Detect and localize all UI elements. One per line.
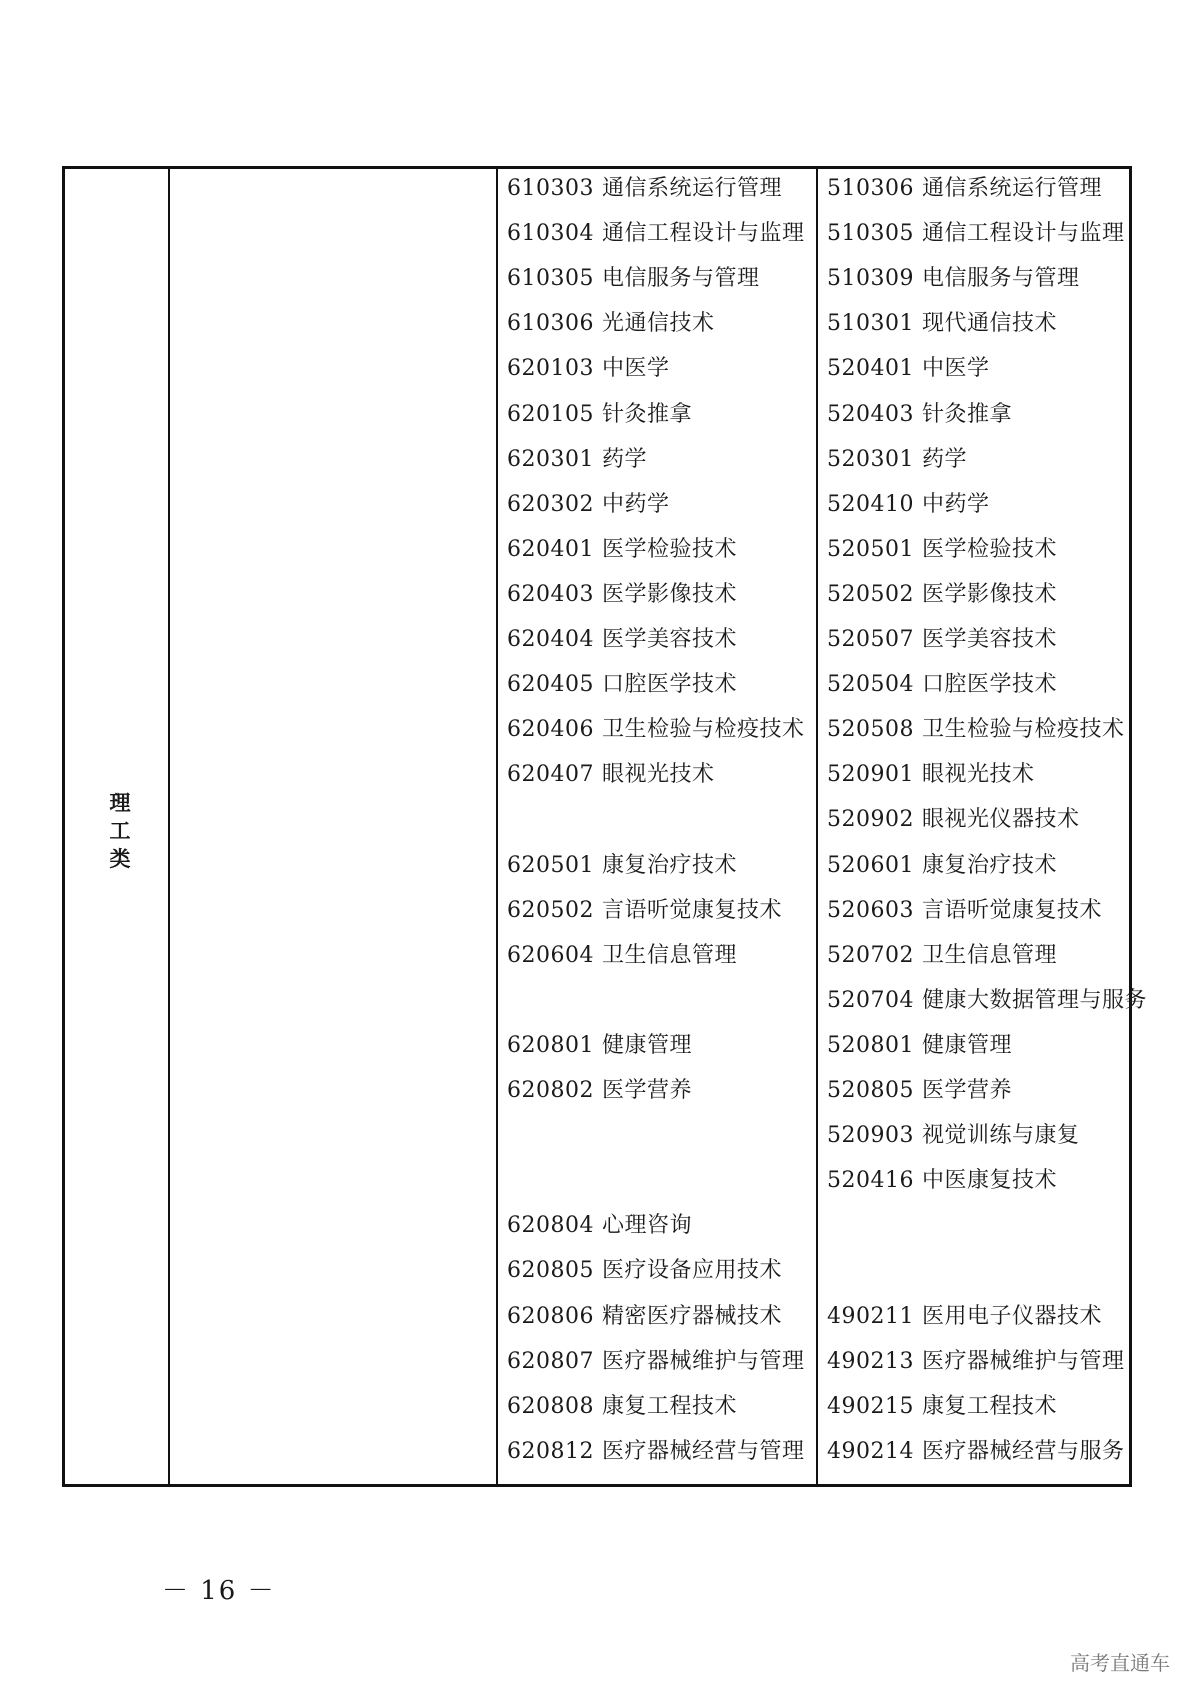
- major-code: 510309: [827, 266, 914, 291]
- major-code: 610304: [507, 221, 594, 246]
- major-code: 490211: [827, 1304, 914, 1329]
- list-item: [827, 1387, 1057, 1427]
- major-code: 620808: [507, 1394, 594, 1419]
- major-name: 医疗器械经营与服务: [921, 1439, 1125, 1464]
- major-code: 610305: [507, 266, 594, 291]
- major-code: 520416: [827, 1168, 914, 1193]
- list-item: [827, 1116, 1080, 1156]
- major-name: 药学: [601, 447, 647, 472]
- major-name: 通信系统运行管理: [921, 176, 1102, 201]
- major-code: 620103: [507, 356, 594, 381]
- list-item: [507, 304, 715, 344]
- list-item: [827, 1432, 1125, 1472]
- major-code: 520502: [827, 582, 914, 607]
- major-name: 中药学: [601, 492, 670, 517]
- list-item: [507, 349, 670, 389]
- major-name: 医学营养: [921, 1078, 1012, 1103]
- list-item: [827, 1297, 1102, 1337]
- major-mapping-table: [62, 166, 1147, 1487]
- major-name: 医学美容技术: [921, 627, 1057, 652]
- major-code: 520301: [827, 447, 914, 472]
- major-name: 医学影像技术: [601, 582, 737, 607]
- major-name: 康复工程技术: [921, 1394, 1057, 1419]
- list-item: [507, 259, 760, 299]
- category-char: 工: [109, 819, 131, 843]
- major-code: 520401: [827, 356, 914, 381]
- list-item: [507, 800, 515, 840]
- major-name: 眼视光技术: [921, 762, 1035, 787]
- major-name: 医用电子仪器技术: [921, 1304, 1102, 1329]
- major-name: 医疗器械经营与管理: [601, 1439, 805, 1464]
- list-item: [827, 440, 967, 480]
- major-name: 言语听觉康复技术: [921, 898, 1102, 923]
- list-item: [507, 846, 737, 886]
- major-name: 言语听觉康复技术: [601, 898, 782, 923]
- major-code: 620812: [507, 1439, 594, 1464]
- list-item: [507, 575, 737, 615]
- list-item: [507, 1297, 782, 1337]
- major-code: 620405: [507, 672, 594, 697]
- major-code: 620502: [507, 898, 594, 923]
- major-name: 卫生信息管理: [921, 943, 1057, 968]
- major-code: 610306: [507, 311, 594, 336]
- major-name: 健康大数据管理与服务: [921, 988, 1147, 1013]
- list-item: [827, 259, 1080, 299]
- list-item: [827, 1071, 1012, 1111]
- list-item: [507, 891, 782, 931]
- major-code: 520403: [827, 402, 914, 427]
- list-item: [507, 530, 737, 570]
- list-item: [507, 395, 692, 435]
- major-code: 620406: [507, 717, 594, 742]
- list-item: [507, 1206, 692, 1246]
- major-code: 520704: [827, 988, 914, 1013]
- list-item: [827, 800, 1080, 840]
- list-item: [827, 349, 990, 389]
- major-name: 医疗器械维护与管理: [601, 1349, 805, 1374]
- category-char: 类: [109, 847, 131, 871]
- major-code: 620807: [507, 1349, 594, 1374]
- list-item: [507, 1116, 515, 1156]
- list-item: [507, 485, 670, 525]
- list-item: [827, 755, 1035, 795]
- list-item: [827, 1251, 835, 1291]
- major-code: 620302: [507, 492, 594, 517]
- list-item: [827, 891, 1102, 931]
- major-code: 620501: [507, 853, 594, 878]
- page-number: － 16 －: [162, 1576, 276, 1606]
- major-name: 医疗设备应用技术: [601, 1258, 782, 1283]
- major-name: 眼视光仪器技术: [921, 807, 1080, 832]
- major-name: 医学营养: [601, 1078, 692, 1103]
- major-code: 510306: [827, 176, 914, 201]
- major-code: 520601: [827, 853, 914, 878]
- major-code: 520504: [827, 672, 914, 697]
- major-name: 通信系统运行管理: [601, 176, 782, 201]
- major-code: 620604: [507, 943, 594, 968]
- major-code: 520801: [827, 1033, 914, 1058]
- list-item: [827, 169, 1102, 209]
- major-name: 药学: [921, 447, 967, 472]
- major-name: 针灸推拿: [921, 402, 1012, 427]
- major-name: 健康管理: [601, 1033, 692, 1058]
- major-code: 620805: [507, 1258, 594, 1283]
- major-name: 口腔医学技术: [601, 672, 737, 697]
- list-item: [507, 1071, 692, 1111]
- major-code: 490213: [827, 1349, 914, 1374]
- major-name: 心理咨询: [601, 1213, 692, 1238]
- list-item: [507, 755, 715, 795]
- list-item: [827, 710, 1125, 750]
- major-code: 520901: [827, 762, 914, 787]
- major-name: 健康管理: [921, 1033, 1012, 1058]
- major-code: 620301: [507, 447, 594, 472]
- list-item: [507, 1026, 692, 1066]
- major-name: 医学检验技术: [921, 537, 1057, 562]
- list-item: [507, 665, 737, 705]
- major-code: 620407: [507, 762, 594, 787]
- major-code: 520603: [827, 898, 914, 923]
- major-code: 620403: [507, 582, 594, 607]
- major-name: 卫生检验与检疫技术: [601, 717, 805, 742]
- major-name: 医学检验技术: [601, 537, 737, 562]
- category-char: 理: [109, 791, 131, 815]
- major-name: 中医康复技术: [921, 1168, 1057, 1193]
- major-name: 电信服务与管理: [921, 266, 1080, 291]
- major-code: 520501: [827, 537, 914, 562]
- major-code: 490215: [827, 1394, 914, 1419]
- major-name: 精密医疗器械技术: [601, 1304, 782, 1329]
- major-name: 中医学: [601, 356, 670, 381]
- major-name: 视觉训练与康复: [921, 1123, 1080, 1148]
- list-item: [507, 214, 805, 254]
- major-code: 520507: [827, 627, 914, 652]
- list-item: [507, 1161, 515, 1201]
- column-divider: [816, 169, 818, 1484]
- list-item: [507, 620, 737, 660]
- list-item: [507, 440, 647, 480]
- major-name: 卫生信息管理: [601, 943, 737, 968]
- major-name: 卫生检验与检疫技术: [921, 717, 1125, 742]
- list-item: [827, 485, 990, 525]
- major-name: 针灸推拿: [601, 402, 692, 427]
- list-item: [507, 1342, 805, 1382]
- list-item: [507, 1387, 737, 1427]
- major-name: 康复工程技术: [601, 1394, 737, 1419]
- major-code: 520508: [827, 717, 914, 742]
- major-name: 中医学: [921, 356, 990, 381]
- list-item: [827, 304, 1057, 344]
- category-label: [100, 789, 140, 873]
- major-name: 光通信技术: [601, 311, 715, 336]
- list-item: [507, 710, 805, 750]
- major-name: 医疗器械维护与管理: [921, 1349, 1125, 1374]
- major-name: 医学美容技术: [601, 627, 737, 652]
- list-item: [827, 620, 1057, 660]
- major-name: 康复治疗技术: [601, 853, 737, 878]
- list-item: [827, 1206, 835, 1246]
- major-name: 通信工程设计与监理: [921, 221, 1125, 246]
- list-item: [827, 214, 1125, 254]
- list-item: [827, 1342, 1125, 1382]
- list-item: [507, 981, 515, 1021]
- major-code: 620404: [507, 627, 594, 652]
- major-code: 620802: [507, 1078, 594, 1103]
- major-name: 口腔医学技术: [921, 672, 1057, 697]
- major-code: 620401: [507, 537, 594, 562]
- major-name: 中药学: [921, 492, 990, 517]
- major-code: 620806: [507, 1304, 594, 1329]
- major-code: 520805: [827, 1078, 914, 1103]
- major-code: 620804: [507, 1213, 594, 1238]
- list-item: [827, 1026, 1012, 1066]
- list-item: [507, 1251, 782, 1291]
- list-item: [827, 981, 1147, 1021]
- major-name: 眼视光技术: [601, 762, 715, 787]
- list-item: [827, 846, 1057, 886]
- major-code: 520902: [827, 807, 914, 832]
- list-item: [827, 395, 1012, 435]
- major-code: 490214: [827, 1439, 914, 1464]
- major-name: 通信工程设计与监理: [601, 221, 805, 246]
- column-divider: [496, 169, 498, 1484]
- watermark: 高考直通车: [1070, 1651, 1170, 1675]
- major-code: 620801: [507, 1033, 594, 1058]
- list-item: [827, 575, 1057, 615]
- major-name: 医学影像技术: [921, 582, 1057, 607]
- list-item: [827, 530, 1057, 570]
- major-code: 510305: [827, 221, 914, 246]
- list-item: [827, 1161, 1057, 1201]
- major-name: 康复治疗技术: [921, 853, 1057, 878]
- list-item: [827, 936, 1057, 976]
- major-code: 520410: [827, 492, 914, 517]
- major-name: 电信服务与管理: [601, 266, 760, 291]
- major-code: 510301: [827, 311, 914, 336]
- list-item: [827, 665, 1057, 705]
- list-item: [507, 1432, 805, 1472]
- list-item: [507, 169, 782, 209]
- major-code: 520903: [827, 1123, 914, 1148]
- major-code: 620105: [507, 402, 594, 427]
- list-item: [507, 936, 737, 976]
- column-divider: [168, 169, 170, 1484]
- major-code: 520702: [827, 943, 914, 968]
- major-name: 现代通信技术: [921, 311, 1057, 336]
- major-code: 610303: [507, 176, 594, 201]
